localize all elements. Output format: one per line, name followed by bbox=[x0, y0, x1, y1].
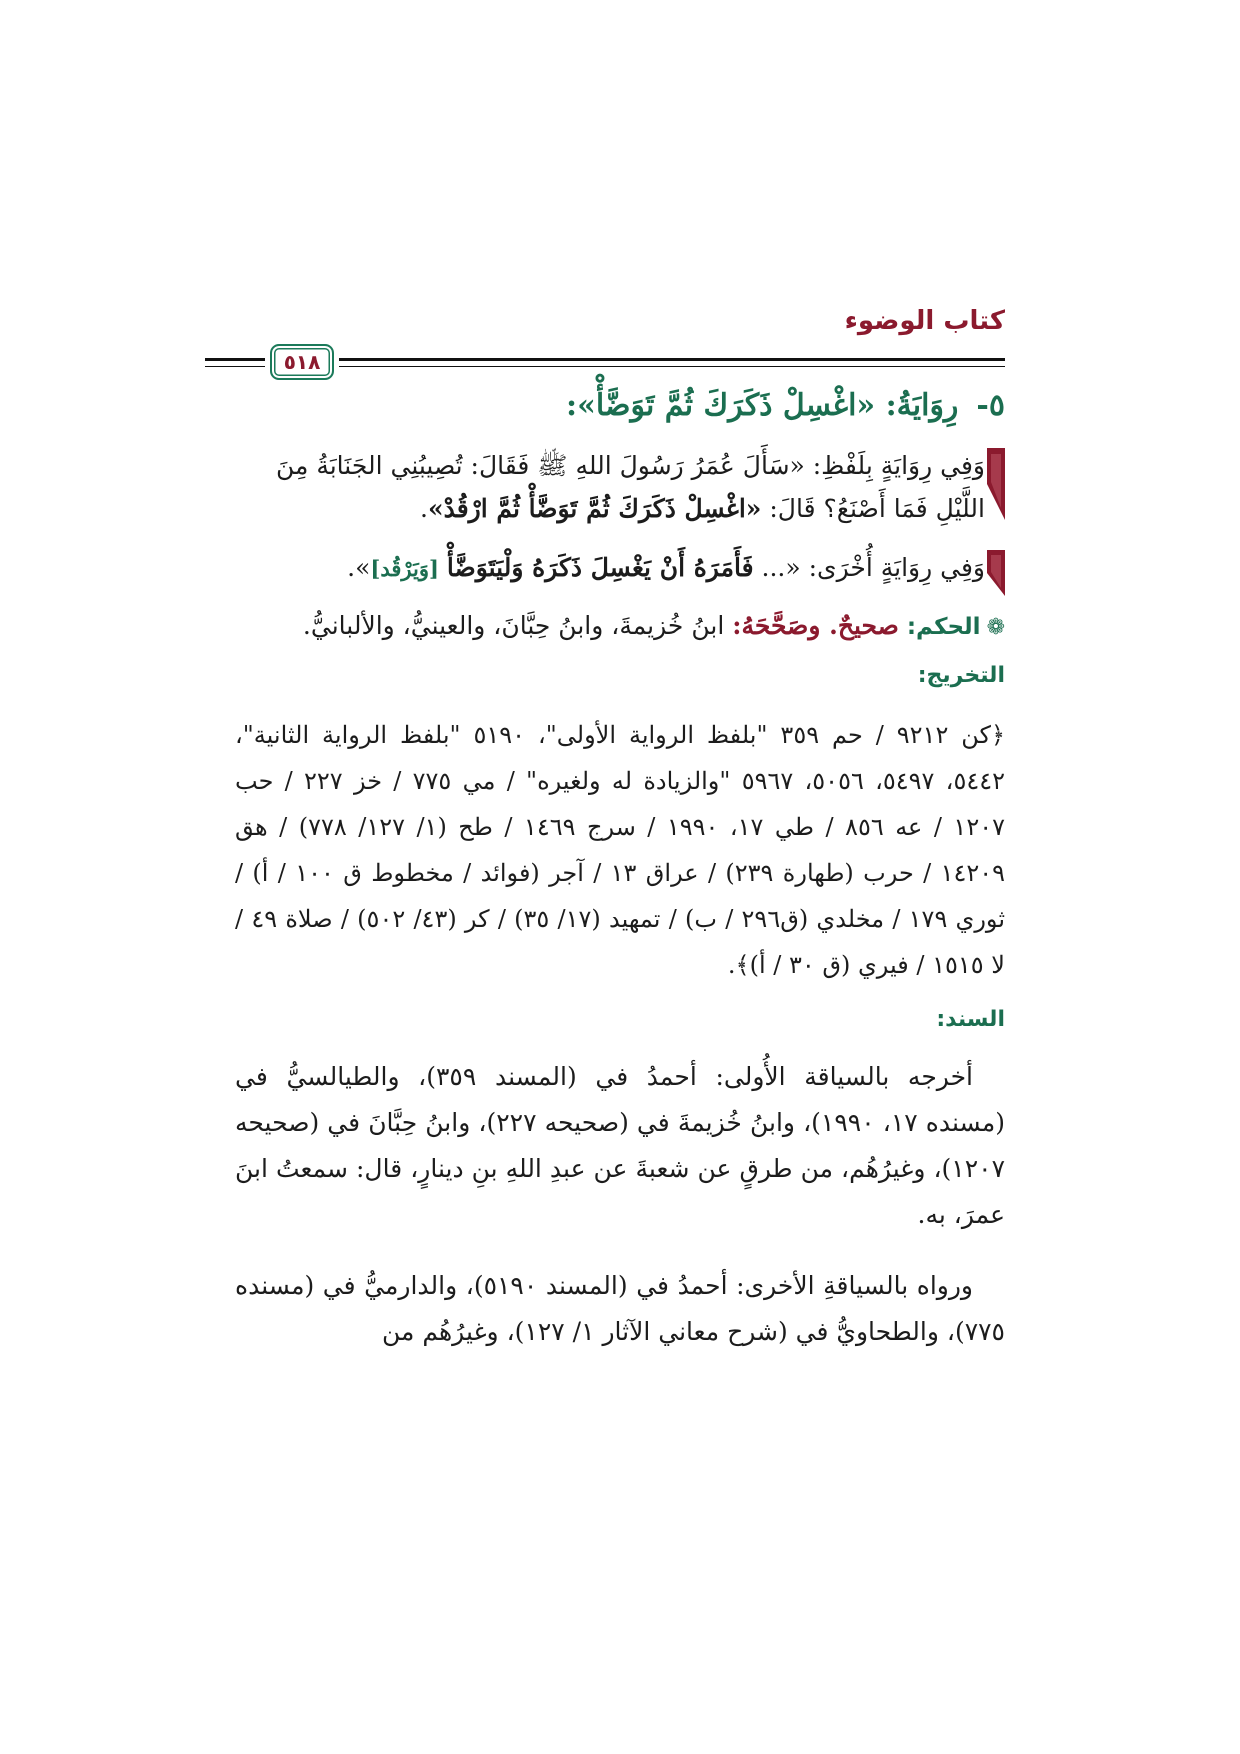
page-number: ٥١٨ bbox=[283, 350, 321, 374]
ruling-rest: ابنُ خُزيمةَ، وابنُ حِبَّانَ، والعينيُّ، والألبانيُّ. bbox=[302, 611, 733, 640]
sanad-paragraph-1: أخرجه بالسياقة الأُولى: أحمدُ في (المسند ٣٥٩)، والطيالسيُّ في (مسنده ١٧، ١٩٩٠)، وابنُ خُزيمةَ في (صحيحه ٢٢٧)، وابنُ حِبَّانَ في (صحيحه ١٢٠٧)، وغيرُهُم، من طرقٍ عن شعبةَ عن عبدِ اللهِ بنِ دينارٍ، قال: سمعتُ ابنَ عمرَ، به. bbox=[235, 1062, 1005, 1229]
ruling-verdict: صحيحٌ. وصَحَّحَهُ: bbox=[732, 611, 899, 640]
flower-icon: ❁ bbox=[986, 615, 1005, 640]
page bbox=[235, 300, 1005, 1380]
section-title: رِوَايَةُ: «اغْسِلْ ذَكَرَكَ ثُمَّ تَوَضَّأْ»: bbox=[566, 388, 959, 423]
riwaya-2-intro: وَفِي رِوَايَةٍ أُخْرَى: «... bbox=[753, 553, 985, 582]
section-number: ٥- bbox=[976, 388, 1005, 423]
takhrij-heading: التخريج: bbox=[917, 663, 1005, 688]
riwaya-block-2 bbox=[235, 546, 1005, 590]
page-number-badge bbox=[265, 340, 339, 384]
riwaya-1-intro: وَفِي رِوَايَةٍ بِلَفْظِ: «سَأَلَ عُمَرُ رَسُولَ اللهِ ﷺ فَقَالَ: تُصِيبُنِي الجَنَابَةُ مِنَ اللَّيْلِ فَمَا أَصْنَعُ؟ قَالَ: bbox=[275, 451, 985, 523]
book-title: كتاب الوضوء bbox=[844, 306, 1005, 336]
riwaya-marker-icon bbox=[987, 448, 1005, 520]
riwaya-block-1 bbox=[235, 444, 1005, 530]
riwaya-1-bold: «اغْسِلْ ذَكَرَكَ ثُمَّ تَوَضَّأْ ثُمَّ ارْقُدْ» bbox=[427, 494, 762, 523]
riwaya-2-bold: فَأَمَرَهُ أَنْ يَغْسِلَ ذَكَرَهُ وَلْيَتَوَضَّأْ bbox=[446, 553, 754, 582]
page-number-frame bbox=[270, 344, 334, 380]
section-heading bbox=[235, 384, 1005, 428]
riwaya-1-tail: . bbox=[420, 494, 428, 523]
ruling-label: الحكم: bbox=[906, 614, 981, 640]
riwaya-2-tail: ». bbox=[347, 553, 371, 582]
takhrij-text: ﴿كن ٩٢١٢ / حم ٣٥٩ "بلفظ الرواية الأولى"، ٥١٩٠ "بلفظ الرواية الثانية"، ٥٤٤٢، ٥٤٩٧، ٥٠٥٦، ٥٩٦٧ "والزيادة له ولغيره" / مي ٧٧٥ / خز ٢٢٧ / حب ١٢٠٧ / عه ٨٥٦ / طي ١٧، ١٩٩٠ / سرج ١٤٦٩ / طح (١/ ١٢٧/ ٧٧٨) / هق ١٤٢٠٩ / حرب (طهارة ٢٣٩) / عراق ١٣ / آجر (فوائد / مخطوط ق ١٠٠ / أ) / ثوري ١٧٩ / مخلدي (ق٢٩٦ / ب) / تمهيد (١٧/ ٣٥) / كر (٤٣/ ٥٠٢) / صلاة ٤٩ / لا ١٥١٥ / فيري (ق ٣٠ / أ)﴾. bbox=[235, 721, 1006, 979]
riwaya-2-addition: [وَيَرْقُد] bbox=[370, 556, 439, 581]
page-header bbox=[235, 300, 1005, 380]
riwaya-marker-icon bbox=[987, 550, 1005, 596]
sanad-paragraph-2: ورواه بالسياقةِ الأخرى: أحمدُ في (المسند ٥١٩٠)، والدارميُّ في (مسنده ٧٧٥)، والطحاويُّ في (شرح معاني الآثار ١/ ١٢٧)، وغيرُهُم من bbox=[235, 1271, 1005, 1346]
sanad-heading: السند: bbox=[936, 1007, 1005, 1032]
ruling bbox=[235, 604, 1005, 650]
